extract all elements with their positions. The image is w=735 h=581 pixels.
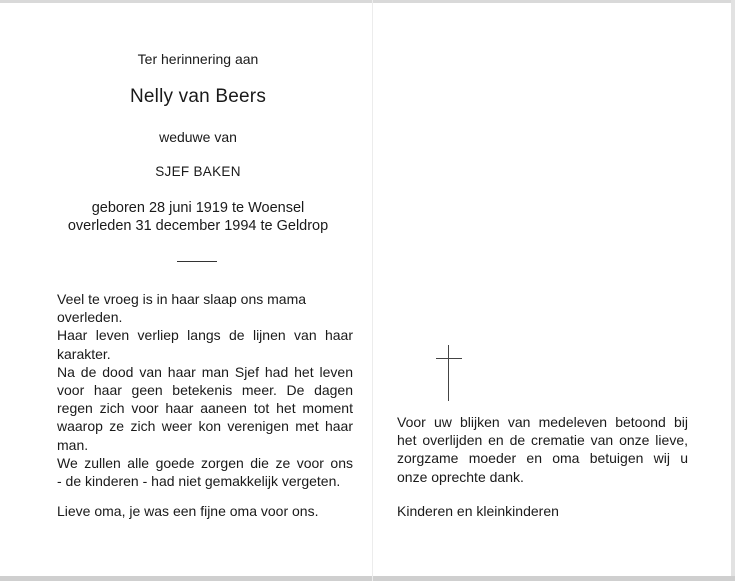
memorial-poem [57,290,353,490]
widow-of-text: weduwe van [159,129,237,145]
thanks-line: Voor uw blijken van medeleven betoond bij [397,414,688,430]
spouse-name: SJEF BAKEN [155,164,241,179]
poem-line: Na de dood van haar man Sjef had het leven [57,363,353,380]
death-line: overleden 31 december 1994 te Geldrop [67,218,329,234]
card-edge-right [731,0,735,581]
poem-line: man. [57,436,89,453]
poem-line: We zullen alle goede zorgen die ze voor ons [57,454,353,471]
cross-icon [436,345,462,401]
deceased-name: Nelly van Beers [129,86,267,107]
poem-line: - de kinderen - had niet gemakkelijk vergeten. [57,473,341,490]
poem-line: overleden. [57,309,123,326]
right-panel [373,0,731,581]
thanks-line: onze oprechte dank. [397,468,524,485]
thanks-message [397,413,688,486]
poem-line: karakter. [57,345,111,362]
poem-line: waarop ze zich weer kon verenigen met haar [57,418,353,435]
poem-line: Haar leven verliep langs de lijnen van haar [57,327,353,344]
birth-line: geboren 28 juni 1919 te Woensel [91,200,305,216]
poem-line: voor haar geen betekenis meer. De dagen [57,382,353,399]
cross-vertical-bar [448,345,449,401]
family-signature: Kinderen en kleinkinderen [397,503,559,519]
divider [177,261,217,262]
thanks-line: het overlijden en de crematie van onze lieve, [397,432,688,449]
thanks-line: zorgzame moeder en oma betuigen wij u [397,450,688,467]
cross-horizontal-bar [436,358,462,359]
poem-line: Veel te vroeg is in haar slaap ons mama [57,291,307,307]
poem-line: regen zich voor haar aaneen tot het moment [57,400,353,417]
intro-text: Ter herinnering aan [137,51,259,67]
poem-closing: Lieve oma, je was een fijne oma voor ons. [57,503,319,519]
